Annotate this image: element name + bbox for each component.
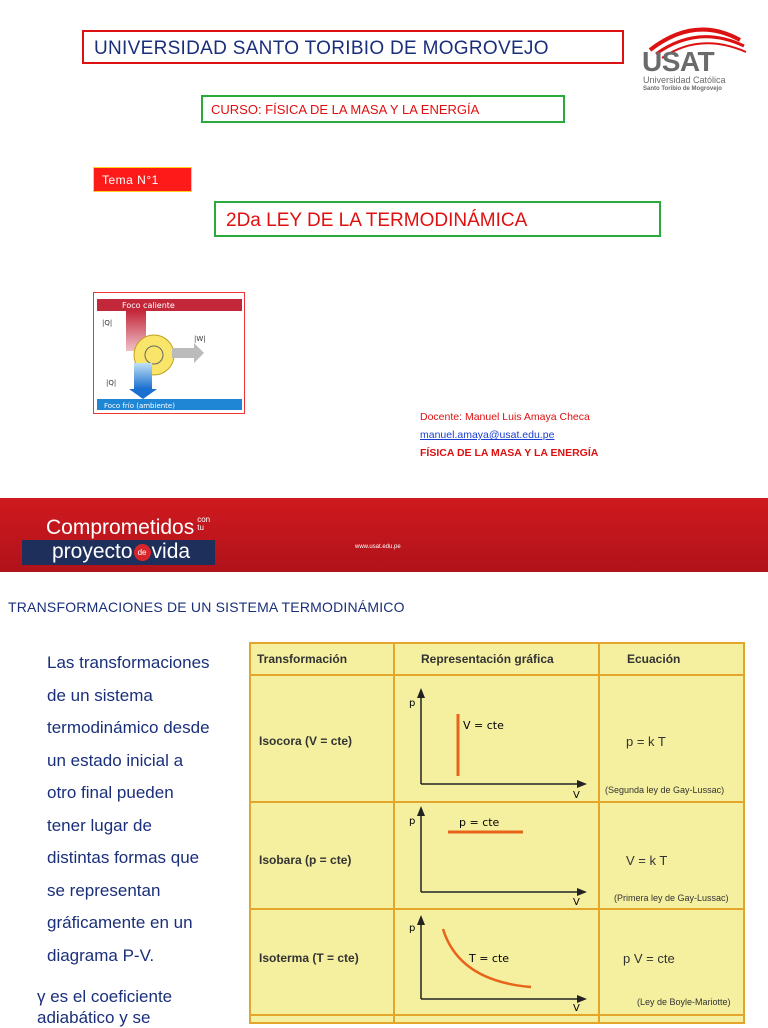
description-paragraph: [47, 647, 247, 972]
isobara-graph-label: p = cte: [459, 816, 500, 829]
gamma-line: γ es el coeficiente: [37, 987, 173, 1006]
isoterma-law: (Ley de Boyle-Mariotte): [637, 997, 731, 1007]
w-label: |W|: [194, 335, 206, 343]
isocora-equation: p = k T: [626, 734, 666, 749]
logo-brand: USAT: [642, 46, 715, 77]
teacher-subject: FÍSICA DE LA MASA Y LA ENERGÍA: [420, 447, 599, 459]
teacher-info: [420, 408, 598, 462]
isoterma-graph: [401, 911, 591, 1013]
axis-v: V: [573, 790, 580, 799]
header-graph: Representación gráfica: [421, 652, 554, 666]
q2-label: |Q|: [106, 379, 117, 387]
banner-slogan: [46, 516, 210, 540]
gamma-line: adiabático y se: [37, 1008, 151, 1027]
para-line: otro final pueden: [47, 783, 174, 802]
course-label: CURSO: FÍSICA DE LA MASA Y LA ENERGÍA: [201, 95, 565, 123]
para-line: tener lugar de: [47, 815, 152, 835]
logo-line2: Santo Toribio de Mogrovejo: [643, 86, 722, 92]
axis-p: p: [409, 698, 416, 709]
teacher-email-link[interactable]: manuel.amaya@usat.edu.pe: [420, 429, 555, 441]
para-line: un estado inicial a: [47, 750, 184, 770]
transformations-table: [249, 642, 745, 1024]
slogan-tu: tu: [197, 523, 204, 532]
axis-p: p: [409, 816, 416, 827]
row-isoterma-label: Isoterma (T = cte): [259, 951, 359, 965]
work-arrow: [172, 343, 204, 363]
row-isobara-label: Isobara (p = cte): [259, 853, 352, 867]
slogan-proyecto: proyecto: [52, 540, 133, 563]
isobara-graph: [401, 804, 591, 907]
proyecto-de-vida: [22, 540, 215, 565]
hot-label: Foco caliente: [122, 301, 175, 310]
para-line: de un sistema: [47, 685, 153, 705]
row-isocora-label: Isocora (V = cte): [259, 734, 353, 748]
header-transformation: Transformación: [257, 652, 348, 666]
slogan-word: Comprometidos: [46, 516, 195, 539]
isobara-equation: V = k T: [626, 853, 668, 868]
university-title: UNIVERSIDAD SANTO TORIBIO DE MOGROVEJO: [82, 30, 624, 64]
para-line: se representan: [47, 880, 161, 900]
isobara-law: (Primera ley de Gay-Lussac): [614, 893, 729, 903]
heat-engine-diagram: [94, 293, 244, 413]
slogan-de: de: [134, 544, 151, 561]
slogan-con: con: [197, 515, 211, 524]
para-line: Las transformaciones: [47, 653, 210, 672]
isoterma-graph-label: T = cte: [469, 952, 510, 965]
website-url[interactable]: www.usat.edu.pe: [355, 544, 401, 550]
header-equation: Ecuación: [627, 652, 681, 666]
slogan-vida: vida: [151, 540, 191, 563]
usat-logo: [640, 20, 750, 100]
footer-banner: [0, 498, 768, 572]
axis-v: V: [573, 1003, 580, 1013]
isocora-law: (Segunda ley de Gay-Lussac): [605, 785, 725, 795]
isoterma-equation: p V = cte: [623, 951, 675, 966]
logo-line1: Universidad Católica: [643, 75, 726, 85]
para-line: gráficamente en un: [47, 913, 193, 932]
para-line: termodinámico desde: [47, 718, 210, 737]
isocora-graph: [401, 684, 591, 799]
isocora-graph-label: V = cte: [463, 719, 504, 732]
q1-label: |Q|: [102, 319, 113, 327]
section-title: TRANSFORMACIONES DE UN SISTEMA TERMODINÁMICO: [8, 599, 405, 615]
cold-arrow: [129, 389, 157, 399]
axis-v: V: [573, 897, 580, 907]
para-line: distintas formas que: [47, 848, 200, 867]
axis-p: p: [409, 923, 416, 934]
para-line: diagrama P-V.: [47, 945, 155, 965]
slide-title: 2Da LEY DE LA TERMODINÁMICA: [214, 201, 661, 237]
cold-label: Foco frío (ambiente): [104, 402, 175, 410]
teacher-name: Docente: Manuel Luis Amaya Checa: [420, 411, 590, 423]
topic-badge: Tema N°1: [93, 167, 192, 192]
heat-engine-figure: [93, 292, 245, 414]
gamma-note: [37, 986, 237, 1028]
